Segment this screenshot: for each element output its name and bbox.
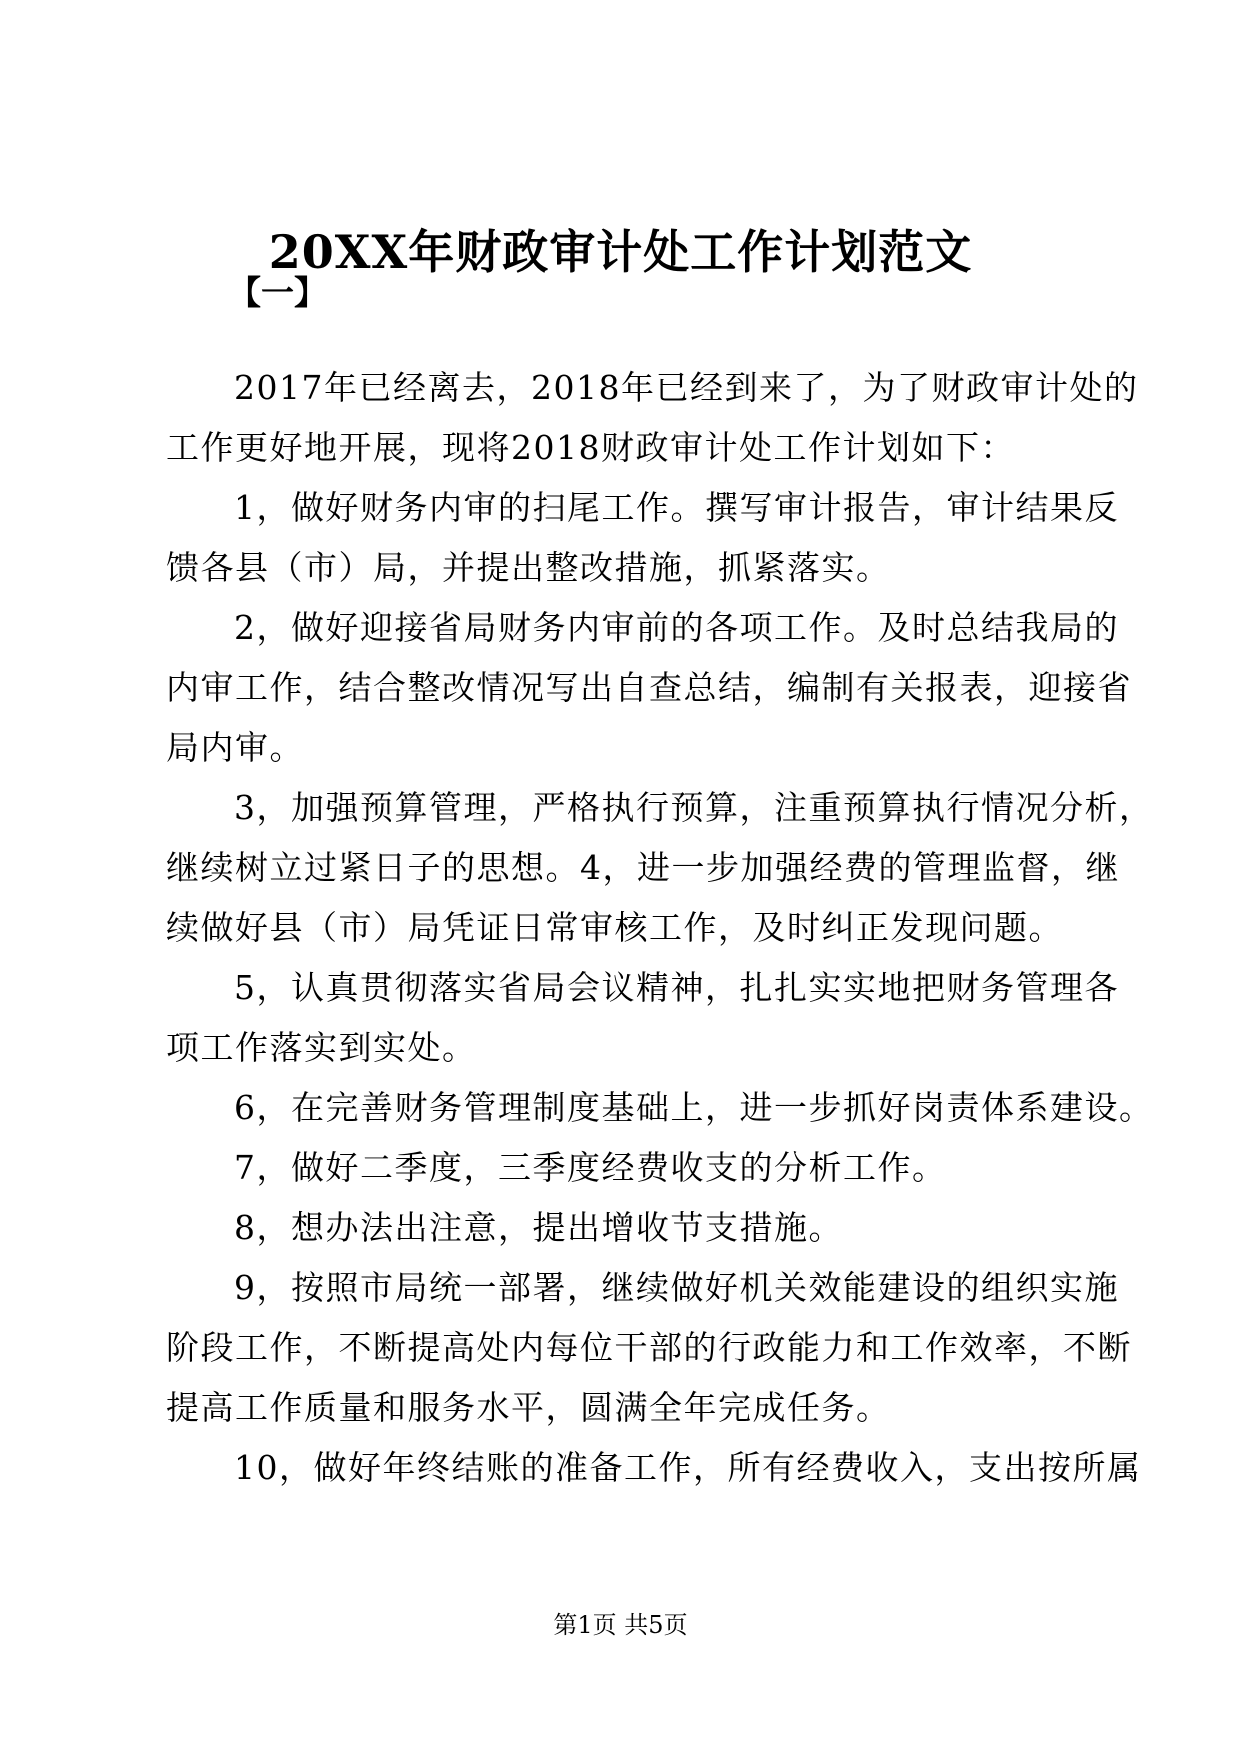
text-line: 项工作落实到实处。: [166, 1028, 477, 1067]
section-heading: 【一】: [228, 273, 327, 312]
text-line: 继续树立过紧日子的思想。4，进一步加强经费的管理监督，继: [166, 848, 1120, 887]
text-line: 6，在完善财务管理制度基础上，进一步抓好岗责体系建设。: [234, 1088, 1154, 1127]
text-line: 提高工作质量和服务水平，圆满全年完成任务。: [166, 1388, 891, 1427]
text-line: 5，认真贯彻落实省局会议精神，扎扎实实地把财务管理各: [234, 968, 1119, 1007]
paragraph-item-6: [166, 1078, 1154, 1138]
page-number-footer: 第1页 共5页: [553, 1611, 688, 1639]
text-line: 8，想办法出注意，提出增收节支措施。: [234, 1208, 843, 1247]
text-line: 3，加强预算管理，严格执行预算，注重预算执行情况分析，: [234, 788, 1154, 827]
paragraph-intro: [166, 358, 1139, 478]
page-title: 20XX年财政审计处工作计划范文: [268, 225, 973, 279]
text-line: 1，做好财务内审的扫尾工作。撰写审计报告，审计结果反: [234, 488, 1119, 527]
paragraph-item-5: [166, 958, 1119, 1078]
text-line: 10，做好年终结账的准备工作，所有经费收入，支出按所属: [234, 1448, 1142, 1487]
text-line: 7，做好二季度，三季度经费收支的分析工作。: [234, 1148, 947, 1187]
paragraph-item-1: [166, 478, 1119, 598]
text-line: 2，做好迎接省局财务内审前的各项工作。及时总结我局的: [234, 608, 1119, 647]
text-line: 2017年已经离去，2018年已经到来了，为了财政审计处的: [234, 368, 1139, 407]
paragraph-item-2: [166, 598, 1132, 778]
text-line: 续做好县（市）局凭证日常审核工作，及时纠正发现问题。: [166, 908, 1063, 947]
document-body: [166, 358, 1154, 1498]
text-line: 馈各县（市）局，并提出整改措施，抓紧落实。: [166, 548, 891, 587]
text-line: 9，按照市局统一部署，继续做好机关效能建设的组织实施: [234, 1268, 1119, 1307]
paragraph-item-9: [166, 1258, 1132, 1438]
paragraph-item-10: [166, 1438, 1142, 1498]
paragraph-item-8: [166, 1198, 1086, 1258]
text-line: 阶段工作，不断提高处内每位干部的行政能力和工作效率，不断: [166, 1328, 1132, 1367]
text-line: 内审工作，结合整改情况写出自查总结，编制有关报表，迎接省: [166, 668, 1132, 707]
paragraph-item-3-4: [166, 778, 1154, 958]
text-line: 局内审。: [166, 728, 304, 767]
text-line: 工作更好地开展，现将2018财政审计处工作计划如下：: [166, 428, 1015, 467]
paragraph-item-7: [166, 1138, 1086, 1198]
